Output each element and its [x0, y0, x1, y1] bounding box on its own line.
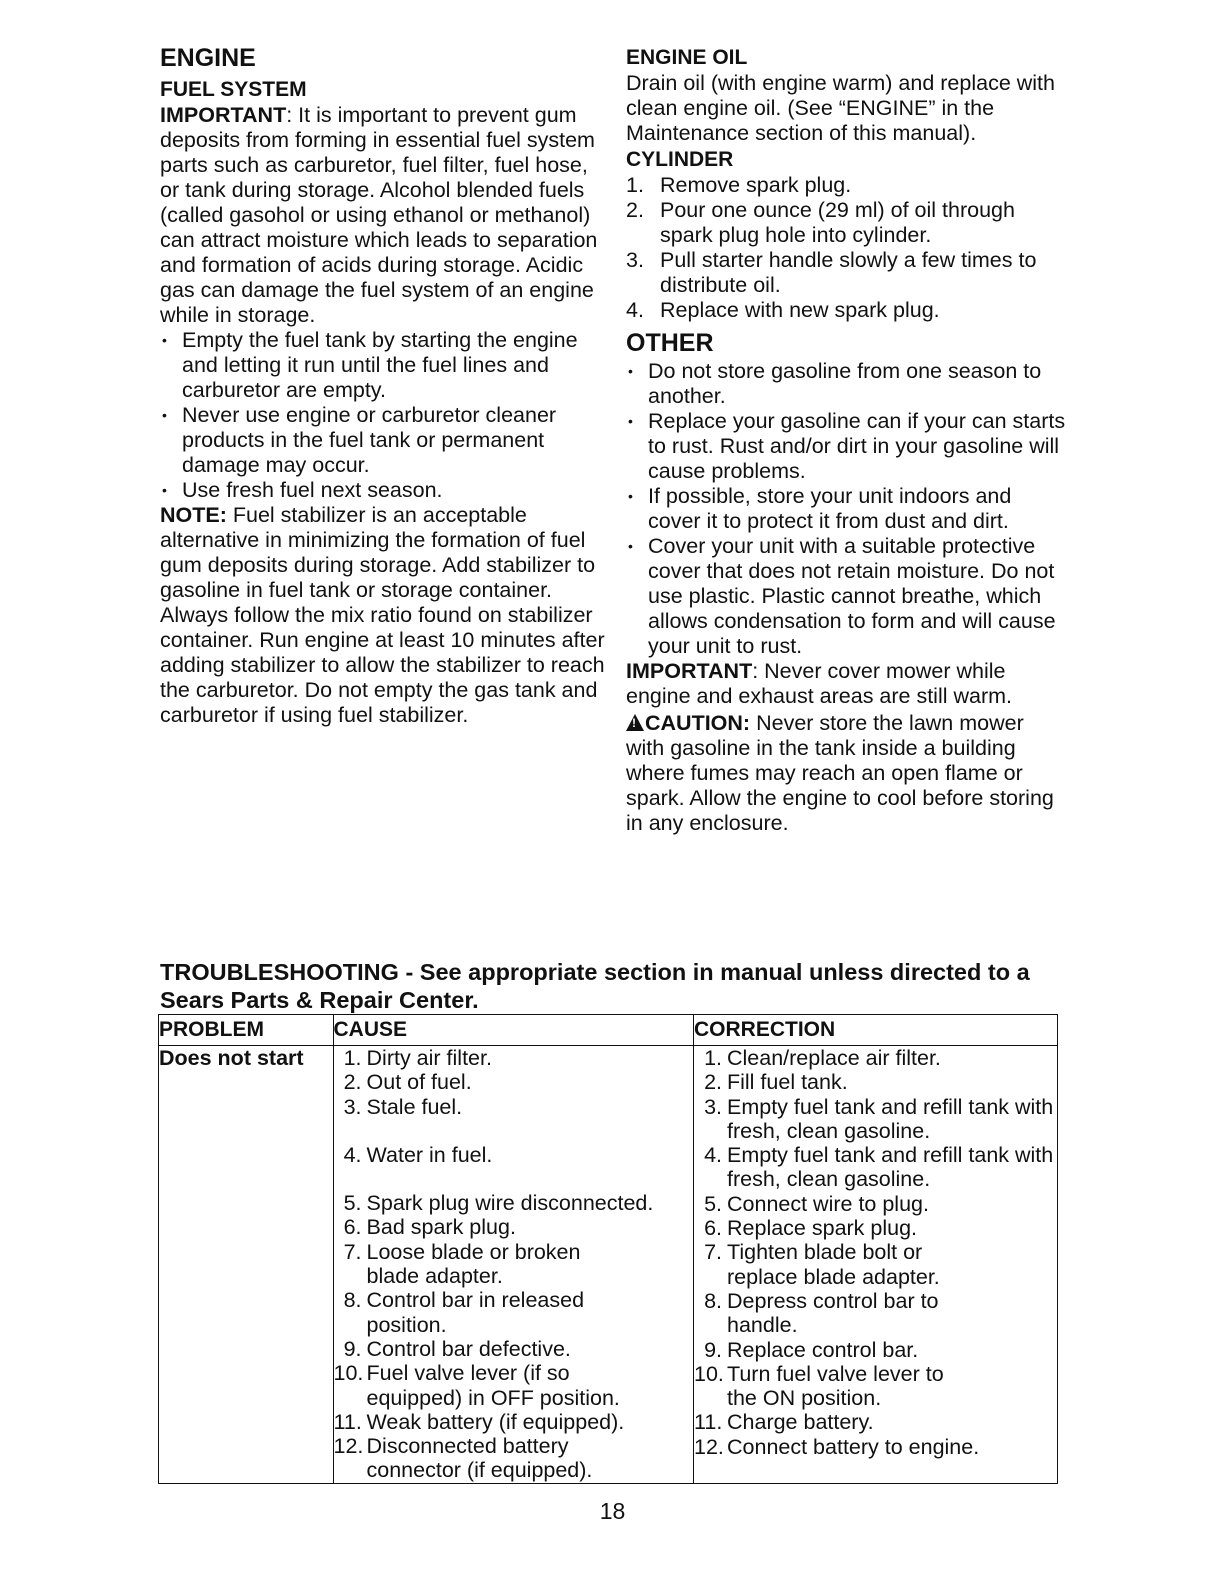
item-text: Spark plug wire disconnected. — [366, 1191, 654, 1216]
item-number: 7. — [343, 1239, 362, 1264]
correction-header: CORRECTION — [694, 1015, 1058, 1046]
cause-item — [334, 1143, 693, 1167]
fuel-system-heading: FUEL SYSTEM — [160, 78, 307, 101]
step-text: Pull starter handle slowly a few times to distribute oil. — [660, 248, 1037, 297]
caution-text: Never store the lawn mower with gasoline in the tank inside a building where fumes may reach an open flame or spark. Allow the engine to cool before storing in any enclosure. — [626, 711, 1054, 835]
item-number: 11. — [694, 1410, 723, 1435]
problem-cell: Does not start — [159, 1046, 334, 1484]
cause-item — [334, 1361, 657, 1410]
correction-item — [694, 1046, 1057, 1070]
cover-important-paragraph — [626, 659, 1066, 709]
item-text: Connect battery to engine. — [727, 1434, 980, 1459]
item-number: 8. — [343, 1288, 362, 1313]
cause-item — [334, 1410, 693, 1434]
item-number: 3. — [343, 1094, 362, 1119]
other-bullet-list — [626, 359, 1066, 659]
step-number: 2. — [626, 198, 644, 222]
caution-paragraph — [626, 711, 1066, 836]
correction-cell — [694, 1046, 1058, 1484]
caution-label: CAUTION: — [645, 711, 751, 735]
item-text: Replace spark plug. — [727, 1216, 918, 1241]
left-column — [160, 44, 608, 728]
note-text: Fuel stabilizer is an acceptable alternative in minimizing the formation of fuel gum deposits during storage. Add stabilizer to gasoline in fuel tank or storage container. Always follow the mix ratio found on stabilizer container. Run engine at least 10 minutes after adding stabilizer to allow the stabilizer to reach the carburetor. Do not empty the gas tank and carburetor if using fuel stabilizer. — [160, 503, 605, 727]
cause-item — [334, 1070, 693, 1094]
engine-oil-heading: ENGINE OIL — [626, 46, 748, 69]
list-item — [626, 248, 1066, 298]
item-number: 1. — [704, 1046, 722, 1070]
item-number: 12. — [333, 1434, 364, 1459]
cause-item — [334, 1434, 627, 1483]
correction-item — [694, 1362, 967, 1411]
item-text: Fill fuel tank. — [727, 1070, 848, 1095]
correction-item — [694, 1289, 987, 1338]
table-header-row — [159, 1015, 1058, 1046]
cause-item — [334, 1240, 617, 1289]
item-number: 11. — [333, 1409, 362, 1434]
item-text: Clean/replace air filter. — [727, 1046, 941, 1070]
engine-oil-text: Drain oil (with engine warm) and replace with clean engine oil. (See “ENGINE” in the Maintenance section of this manual). — [626, 71, 1055, 145]
step-number: 3. — [626, 248, 644, 272]
cause-item — [334, 1215, 693, 1239]
item-text: Loose blade or broken blade adapter. — [366, 1239, 581, 1289]
item-text: Charge battery. — [727, 1410, 874, 1435]
item-number: 9. — [343, 1336, 362, 1361]
correction-item — [694, 1192, 1057, 1216]
item-number: 2. — [343, 1070, 362, 1095]
item-number: 12. — [694, 1434, 724, 1459]
list-item — [626, 298, 1066, 323]
important-label: IMPORTANT — [160, 103, 287, 127]
list-item: • Never use engine or carburetor cleaner products in the fuel tank or permanent damage may occur. — [160, 403, 608, 478]
note-label: NOTE: — [160, 503, 227, 527]
item-text: Weak battery (if equipped). — [366, 1409, 625, 1434]
correction-item — [694, 1070, 1057, 1094]
cause-item — [334, 1191, 693, 1215]
list-item: • If possible, store your unit indoors and cover it to protect it from dust and dirt. — [626, 484, 1066, 534]
engine-heading: ENGINE — [160, 44, 256, 72]
item-text: Dirty air filter. — [366, 1046, 492, 1070]
fuel-bullet-list — [160, 328, 608, 503]
item-number: 10. — [333, 1361, 364, 1386]
list-item: • Use fresh fuel next season. — [160, 478, 608, 503]
item-text: Empty fuel tank and refill tank with fresh, clean gasoline. — [727, 1143, 1054, 1192]
troubleshooting-table — [158, 1014, 1058, 1484]
item-number: 9. — [704, 1337, 722, 1362]
right-column — [626, 44, 1066, 836]
item-number: 7. — [704, 1240, 722, 1265]
item-text: Bad spark plug. — [366, 1215, 516, 1240]
cause-header: CAUSE — [333, 1015, 693, 1046]
other-heading: OTHER — [626, 329, 714, 357]
correction-item — [694, 1240, 997, 1289]
item-text: Replace control bar. — [727, 1337, 919, 1362]
correction-item — [694, 1216, 1057, 1240]
cause-item — [334, 1046, 693, 1070]
item-text: Disconnected battery connector (if equipped). — [366, 1434, 593, 1483]
item-text: Control bar defective. — [366, 1336, 571, 1361]
step-text: Remove spark plug. — [660, 173, 852, 197]
page-number: 18 — [599, 1498, 626, 1524]
item-number: 3. — [704, 1094, 722, 1119]
cylinder-steps — [626, 173, 1066, 323]
item-text: Turn fuel valve lever to the ON position. — [727, 1361, 944, 1411]
item-text: Control bar in released position. — [366, 1288, 585, 1337]
warning-icon — [626, 714, 644, 731]
troubleshooting-title: TROUBLESHOOTING - See appropriate section in manual unless directed to a Sears Parts & Repair Center. — [160, 959, 1030, 1013]
cylinder-heading: CYLINDER — [626, 148, 734, 171]
cause-item — [334, 1095, 693, 1119]
cause-item — [334, 1337, 693, 1361]
item-number: 5. — [704, 1191, 722, 1216]
important-text: : Never cover mower while engine and exhaust areas are still warm. — [626, 659, 1013, 708]
item-text: Depress control bar to handle. — [727, 1288, 939, 1338]
table-row — [159, 1046, 1058, 1484]
list-item: • Cover your unit with a suitable protective cover that does not retain moisture. Do not use plastic. Plastic cannot breathe, which allows condensation to form and will cause your unit to rust. — [626, 534, 1066, 659]
item-number: 6. — [704, 1216, 722, 1241]
item-text: Empty fuel tank and refill tank with fresh, clean gasoline. — [727, 1094, 1054, 1143]
correction-item — [694, 1338, 1057, 1362]
item-number: 4. — [704, 1143, 722, 1168]
item-number: 4. — [343, 1142, 362, 1167]
item-text: Fuel valve lever (if so equipped) in OFF position. — [366, 1361, 620, 1410]
item-number: 10. — [694, 1361, 724, 1386]
item-number: 6. — [343, 1215, 362, 1240]
item-text: Out of fuel. — [366, 1070, 472, 1095]
correction-item — [694, 1095, 1057, 1144]
important-text: : It is important to prevent gum deposits from forming in essential fuel system parts such as carburetor, fuel filter, fuel hose, or tank during storage. Alcohol blended fuels (called gasohol or using ethanol or methanol) can attract moisture which leads to separation and formation of acids during storage. Acidic gas can damage the fuel system of an engine while in storage. — [160, 103, 598, 327]
item-number: 2. — [704, 1070, 722, 1095]
fuel-important-paragraph — [160, 103, 608, 328]
step-number: 1. — [626, 173, 644, 197]
correction-item — [694, 1410, 1057, 1434]
step-text: Pour one ounce (29 ml) of oil through spark plug hole into cylinder. — [660, 198, 1015, 247]
list-item — [626, 173, 1066, 198]
item-text: Stale fuel. — [366, 1094, 463, 1119]
problem-header: PROBLEM — [159, 1015, 334, 1046]
item-text: Water in fuel. — [366, 1142, 493, 1167]
list-item: • Do not store gasoline from one season to another. — [626, 359, 1066, 409]
item-number: 8. — [704, 1288, 722, 1313]
note-paragraph — [160, 503, 608, 728]
item-number: 5. — [343, 1191, 362, 1216]
list-item: • Replace your gasoline can if your can starts to rust. Rust and/or dirt in your gasoline will cause problems. — [626, 409, 1066, 484]
correction-item — [694, 1435, 1057, 1459]
step-text: Replace with new spark plug. — [660, 298, 940, 322]
correction-item — [694, 1143, 1057, 1192]
item-text: Connect wire to plug. — [727, 1191, 929, 1216]
important-label: IMPORTANT — [626, 659, 753, 683]
cause-item — [334, 1288, 617, 1337]
list-item: • Empty the fuel tank by starting the engine and letting it run until the fuel lines and carburetor are empty. — [160, 328, 608, 403]
list-item — [626, 198, 1066, 248]
item-text: Tighten blade bolt or replace blade adapter. — [727, 1240, 940, 1289]
step-number: 4. — [626, 298, 644, 322]
cause-cell — [333, 1046, 693, 1484]
item-number: 1. — [343, 1046, 362, 1070]
